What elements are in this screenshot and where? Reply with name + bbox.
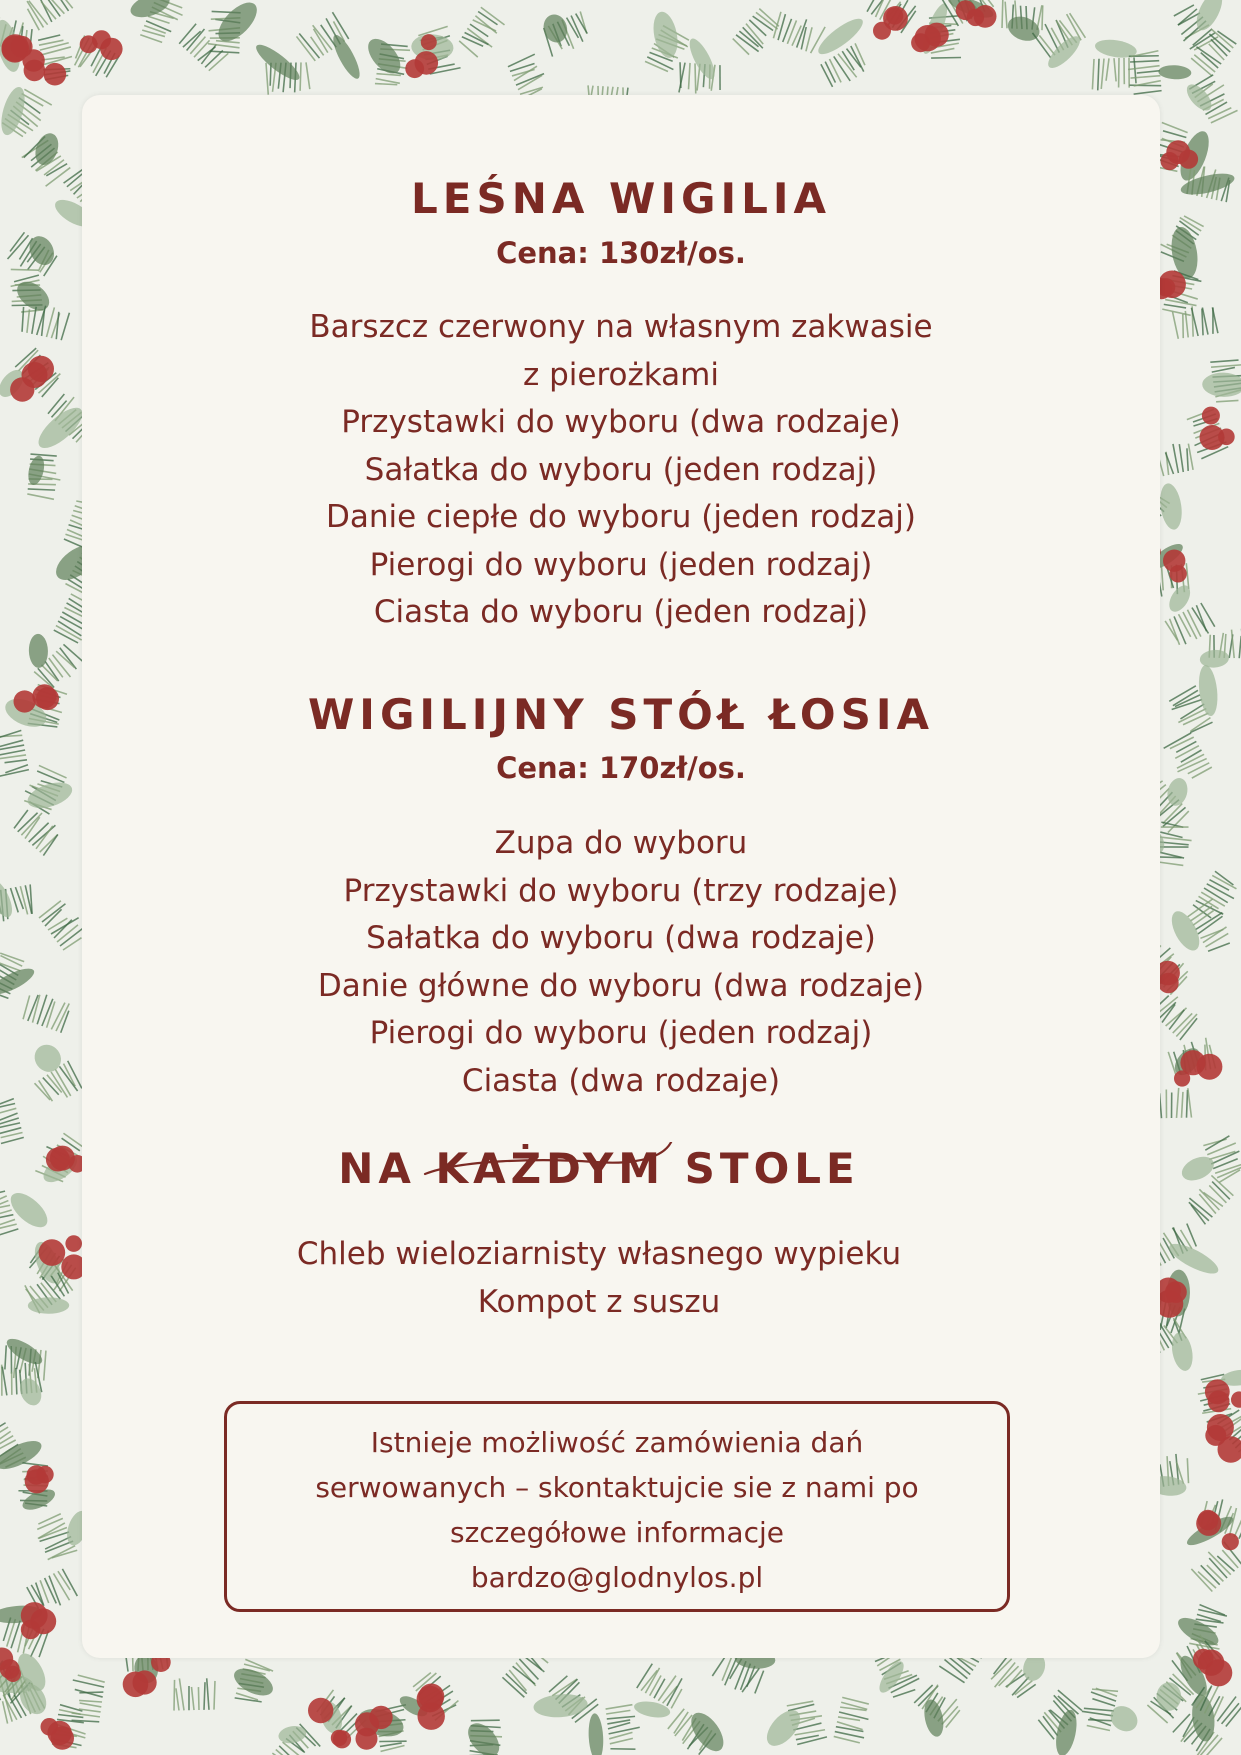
leaf-icon [1158, 65, 1192, 80]
contact-email[interactable]: bardzo@glodnylos.pl [470, 1561, 764, 1594]
menu-card [82, 95, 1160, 1658]
pine-sprig-icon [0, 730, 29, 776]
berry-icon [421, 34, 437, 50]
berry-icon [1180, 1050, 1205, 1075]
notice-line: szczegółowe informacje [450, 1516, 784, 1549]
order-notice-box [224, 1401, 1010, 1612]
pine-sprig-icon [1172, 303, 1218, 339]
berry-icon [308, 1698, 333, 1723]
berry-icon [915, 25, 941, 51]
menu-item: Zupa do wyboru [494, 825, 748, 861]
berry-icon [1202, 407, 1220, 425]
section-title-na-kazdym-stole: NA KAŻDYM STOLE [338, 1144, 860, 1193]
pine-sprig-icon [1127, 51, 1162, 95]
berry-icon [1208, 1391, 1230, 1413]
pine-sprig-icon [771, 9, 825, 54]
pine-sprig-icon [1184, 1175, 1233, 1225]
leaf-icon [25, 232, 59, 269]
table-item: Kompot z suszu [477, 1283, 721, 1320]
berry-icon [418, 1703, 445, 1730]
berry-icon [133, 1670, 157, 1694]
berry-icon [405, 59, 424, 78]
berry-icon [32, 684, 56, 708]
leaf-icon [633, 1699, 672, 1720]
menu-item: Ciasta (dwa rodzaje) [461, 1062, 781, 1099]
pine-sprig-icon [21, 989, 71, 1032]
menu-content [82, 95, 1160, 1658]
berry-icon [1205, 1425, 1226, 1446]
pine-sprig-icon [457, 7, 507, 60]
leaf-icon [127, 0, 172, 22]
berry-icon [356, 1728, 378, 1750]
berry-icon [24, 60, 46, 82]
menu-item: Przystawki do wyboru (trzy rodzaje) [343, 872, 899, 909]
berry-icon [44, 63, 67, 86]
leaf-icon [230, 1663, 277, 1701]
berry-icon [1161, 152, 1179, 170]
menu-item: Danie główne do wyboru (dwa rodzaje) [317, 967, 925, 1004]
table-item: Chleb wieloziarnisty własnego wypieku [296, 1236, 902, 1272]
berry-icon [1198, 1510, 1219, 1531]
order-notice-text [227, 1420, 1007, 1600]
title-swash-decoration [420, 1142, 680, 1182]
berry-icon [51, 1726, 74, 1749]
berry-icon [14, 690, 36, 712]
leaf-icon [587, 1713, 604, 1755]
berry-icon [21, 1602, 48, 1629]
pine-sprig-icon [0, 1099, 24, 1146]
berry-icon [1218, 429, 1235, 446]
berry-icon [1231, 1391, 1241, 1407]
berry-icon [1222, 1533, 1239, 1550]
every-table-items [60, 1231, 1138, 1326]
menu-item: Barszcz czerwony na własnym zakwasie [309, 309, 933, 345]
leaf-icon [32, 401, 88, 454]
menu-item: Pierogi do wyboru (jeden rodzaj) [369, 546, 873, 583]
notice-line: Istnieje możliwość zamówienia dań [370, 1426, 864, 1459]
leaf-icon [1157, 482, 1184, 531]
berry-icon [25, 1469, 49, 1493]
menu-title-lesna-wigilia: LEŚNA WIGILIA [411, 174, 831, 223]
leaf-icon [29, 1039, 66, 1077]
menu-item: Sałatka do wyboru (jeden rodzaj) [364, 451, 878, 488]
pine-sprig-icon [12, 804, 64, 855]
menu-items-lesna-wigilia [82, 304, 1160, 637]
menu-item: Danie ciepłe do wyboru (jeden rodzaj) [326, 499, 916, 535]
berry-icon [967, 9, 984, 26]
leaf-icon [1202, 372, 1241, 397]
leaf-icon [1197, 664, 1220, 717]
berry-icon [1163, 550, 1185, 572]
menu-item: Sałatka do wyboru (dwa rodzaje) [366, 920, 876, 956]
leaf-icon [1178, 1152, 1218, 1185]
menu-item: Pierogi do wyboru (jeden rodzaj) [369, 1015, 873, 1051]
leaf-icon [0, 964, 37, 1000]
leaf-icon [362, 33, 406, 79]
pine-sprig-icon [22, 0, 72, 30]
berry-icon [92, 30, 111, 49]
berry-icon [873, 22, 891, 40]
leaf-icon [26, 454, 47, 486]
pine-sprig-icon [637, 1661, 687, 1708]
pine-sprig-icon [834, 1697, 872, 1743]
leaf-icon [5, 1187, 53, 1234]
notice-line: serwowanych – skontaktujcie sie z nami po [315, 1471, 919, 1504]
berry-icon [1205, 1659, 1232, 1686]
pine-sprig-icon [732, 9, 781, 59]
leaf-icon [0, 84, 29, 137]
menu-item: z pierożkami [522, 356, 719, 393]
leaf-icon [329, 32, 365, 82]
berry-icon [333, 1730, 351, 1748]
berry-icon [10, 377, 34, 401]
leaf-icon [650, 10, 681, 60]
pine-sprig-icon [173, 1678, 215, 1711]
menu-title-wigilijny-stol-losia: WIGILIJNY STÓŁ ŁOSIA [307, 690, 934, 739]
pine-sprig-icon [1163, 732, 1211, 784]
menu-price-lesna-wigilia: Cena: 130zł/os. [496, 236, 746, 270]
berry-icon [28, 356, 54, 382]
menu-item: Przystawki do wyboru (dwa rodzaje) [341, 404, 901, 440]
leaf-icon [1106, 1701, 1143, 1737]
menu-price-wigilijny-stol-losia: Cena: 170zł/os. [496, 751, 746, 785]
berry-icon [1179, 150, 1198, 169]
menu-items-wigilijny-stol-losia [82, 820, 1160, 1105]
leaf-icon [533, 1692, 589, 1719]
leaf-icon [1165, 582, 1194, 616]
leaf-icon [252, 40, 304, 85]
menu-item: Ciasta do wyboru (jeden rodzaj) [373, 594, 869, 630]
pine-sprig-icon [1079, 1685, 1118, 1731]
pine-sprig-icon [605, 1704, 642, 1752]
